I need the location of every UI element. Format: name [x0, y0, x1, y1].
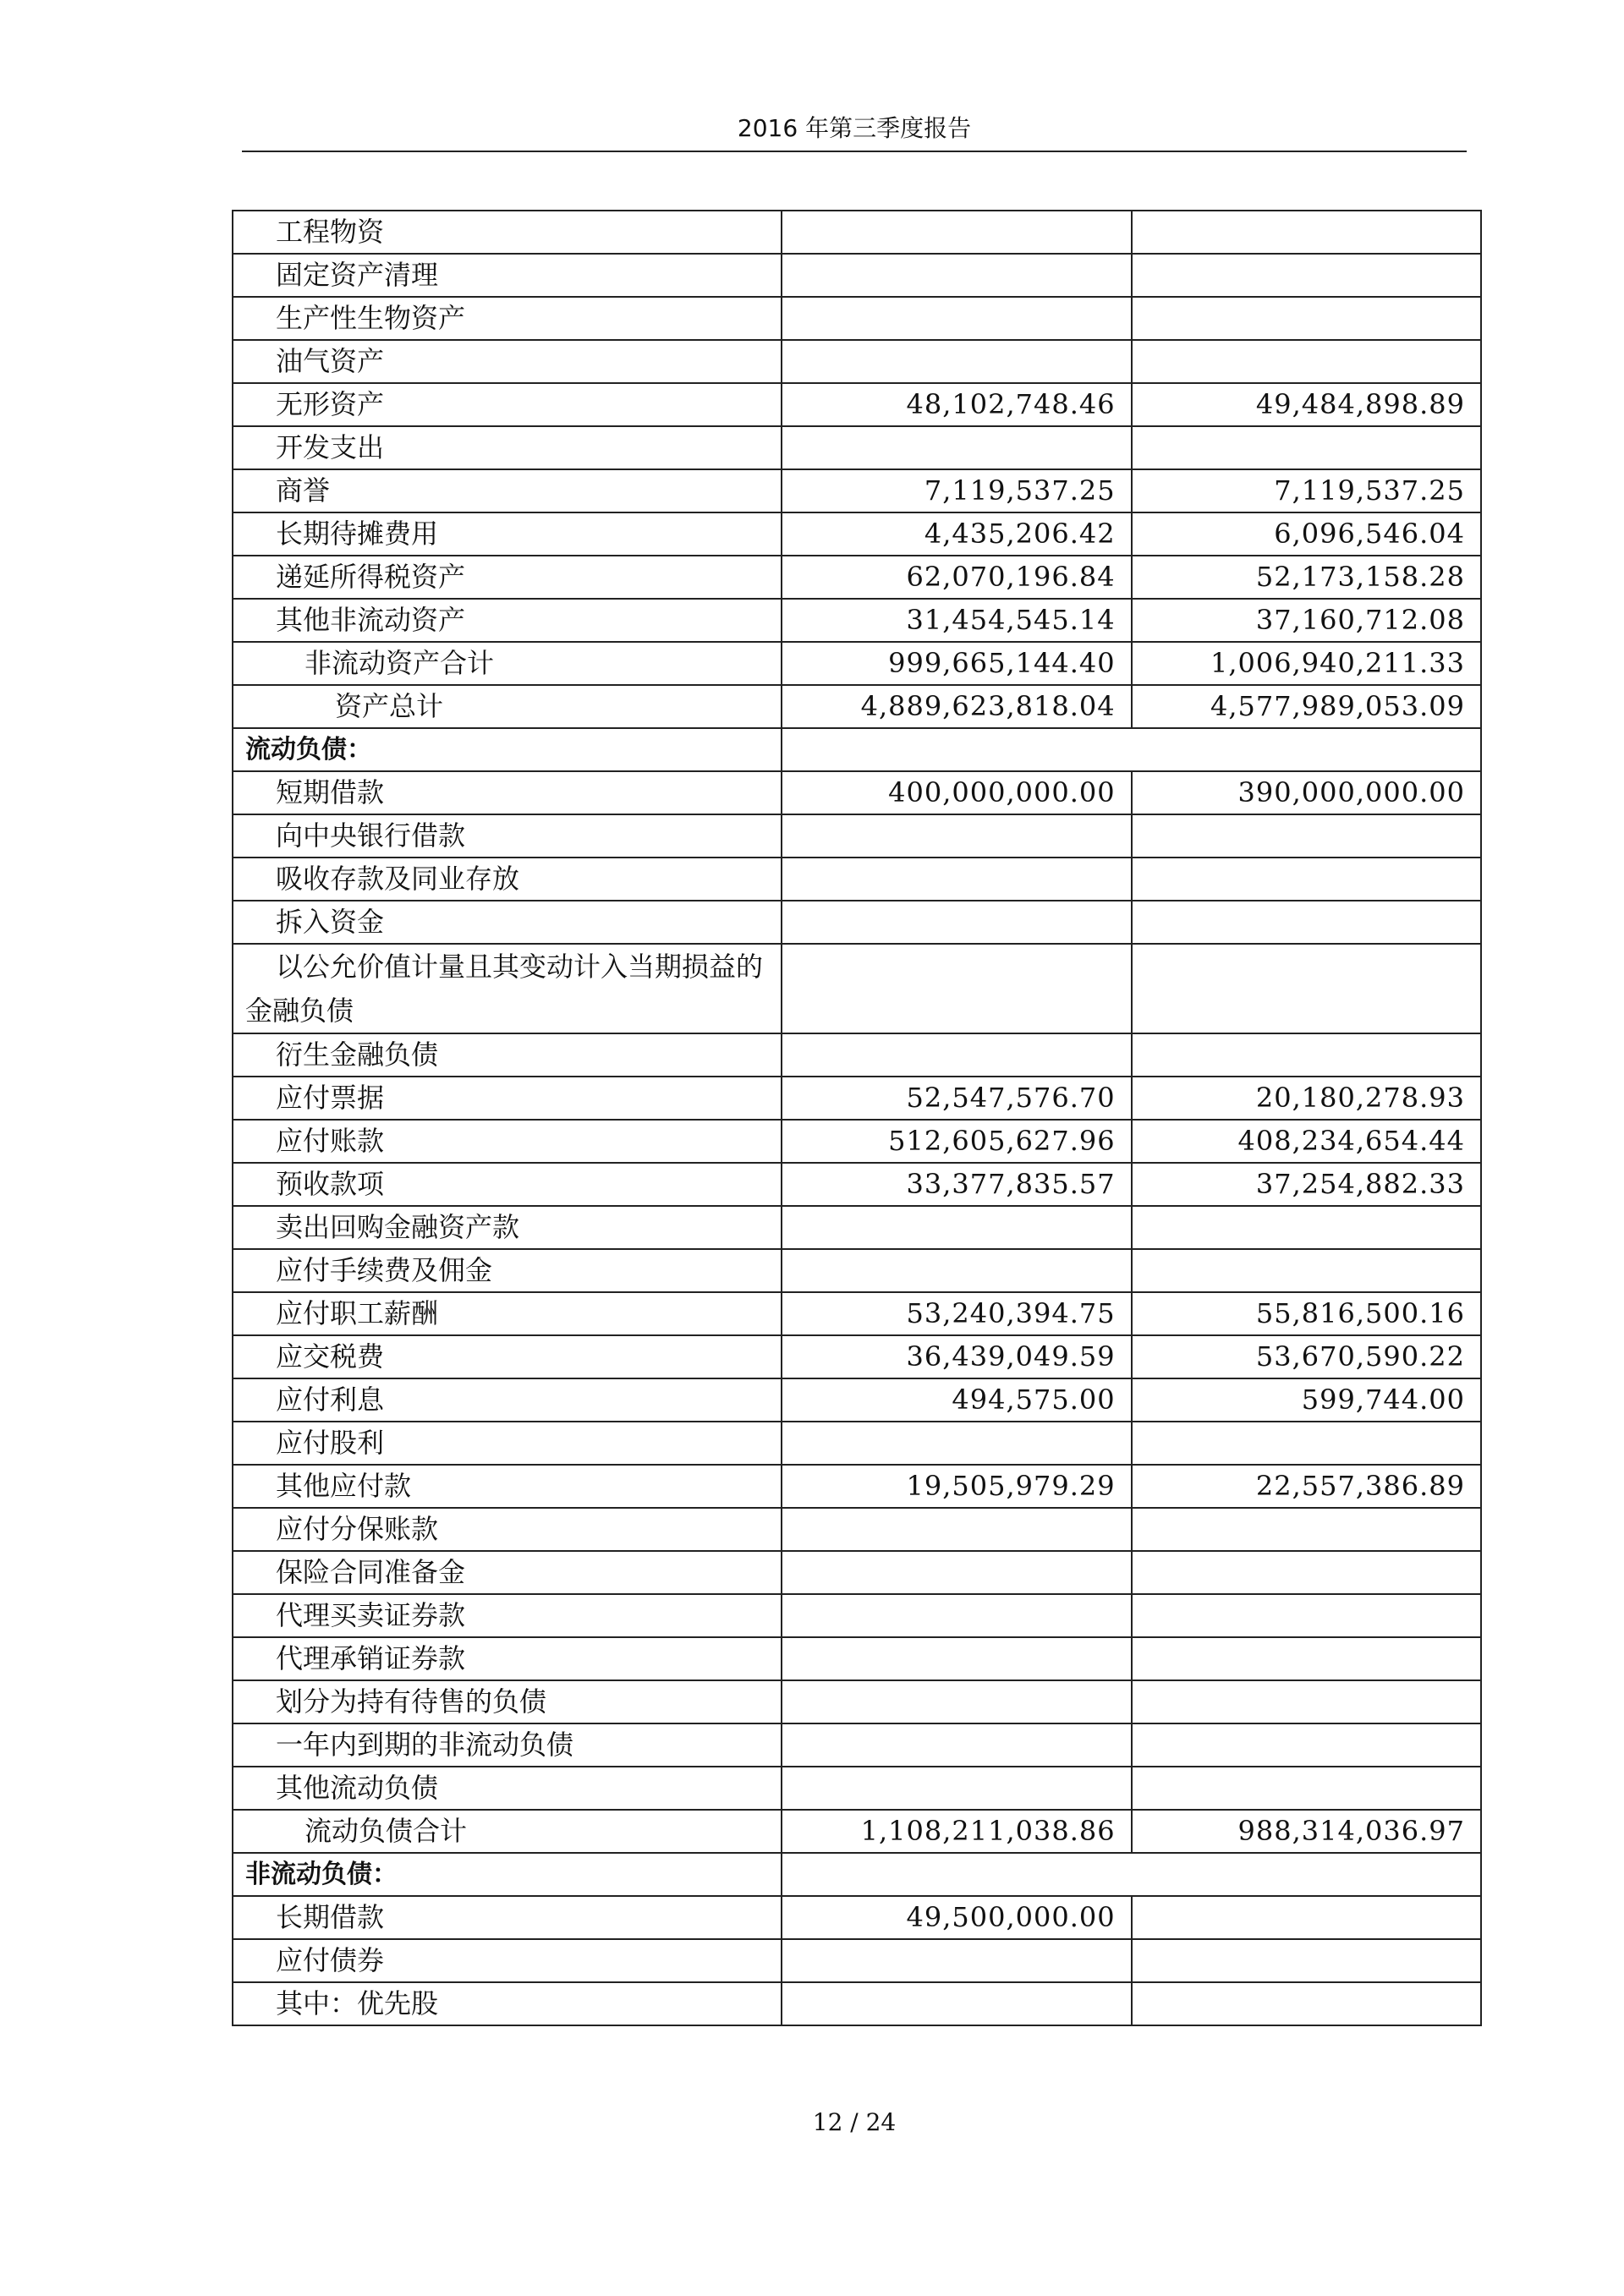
table-row: [233, 1853, 1481, 1896]
table-row: [233, 1120, 1481, 1163]
table-row: [233, 858, 1481, 901]
row-label: 以公允价值计量且其变动计入当期损益的金融负债: [233, 944, 782, 1033]
period-end-value: 52,547,576.70: [782, 1077, 1131, 1120]
row-label: 衍生金融负债: [233, 1033, 782, 1077]
period-end-value: 4,889,623,818.04: [782, 685, 1131, 728]
period-end-value: 19,505,979.29: [782, 1465, 1131, 1508]
row-label: 工程物资: [233, 211, 782, 254]
year-start-value: 49,484,898.89: [1132, 383, 1481, 426]
table-row: [233, 1422, 1481, 1465]
row-label: 卖出回购金融资产款: [233, 1206, 782, 1249]
period-end-value: [782, 814, 1131, 858]
table-row: [233, 1163, 1481, 1206]
period-end-value: [782, 944, 1131, 1033]
period-end-value: [782, 340, 1131, 383]
balance-sheet-body: [233, 211, 1481, 2025]
table-row: [233, 1637, 1481, 1680]
period-end-value: 999,665,144.40: [782, 642, 1131, 685]
period-end-value: [782, 1206, 1131, 1249]
year-start-value: 37,160,712.08: [1132, 599, 1481, 642]
year-start-value: 7,119,537.25: [1132, 469, 1481, 512]
year-start-value: [1132, 901, 1481, 944]
year-start-value: 988,314,036.97: [1132, 1810, 1481, 1853]
table-row: [233, 556, 1481, 599]
year-start-value: [1132, 211, 1481, 254]
row-label: 其他应付款: [233, 1465, 782, 1508]
table-row: [233, 1767, 1481, 1810]
year-start-value: [1132, 814, 1481, 858]
section-empty-cell: [782, 728, 1481, 771]
year-start-value: 53,670,590.22: [1132, 1335, 1481, 1378]
row-label: 其中：优先股: [233, 1982, 782, 2025]
page-number: 12 / 24: [812, 2108, 897, 2136]
year-start-value: [1132, 1508, 1481, 1551]
row-label: 其他非流动资产: [233, 599, 782, 642]
row-label: 长期待摊费用: [233, 512, 782, 556]
year-start-value: [1132, 1594, 1481, 1637]
table-row: [233, 469, 1481, 512]
row-label: 资产总计: [233, 685, 782, 728]
year-start-value: [1132, 1551, 1481, 1594]
year-start-value: [1132, 1033, 1481, 1077]
row-label: 应付票据: [233, 1077, 782, 1120]
period-end-value: 49,500,000.00: [782, 1896, 1131, 1939]
row-label: 代理承销证券款: [233, 1637, 782, 1680]
row-label: 应付股利: [233, 1422, 782, 1465]
period-end-value: [782, 1637, 1131, 1680]
year-start-value: 4,577,989,053.09: [1132, 685, 1481, 728]
period-end-value: [782, 297, 1131, 340]
row-label: 拆入资金: [233, 901, 782, 944]
table-row: [233, 211, 1481, 254]
row-label: 应交税费: [233, 1335, 782, 1378]
table-row: [233, 944, 1481, 1033]
year-start-value: [1132, 1422, 1481, 1465]
period-end-value: 494,575.00: [782, 1378, 1131, 1422]
table-row: [233, 1508, 1481, 1551]
year-start-value: [1132, 254, 1481, 297]
year-start-value: [1132, 297, 1481, 340]
period-end-value: 4,435,206.42: [782, 512, 1131, 556]
table-row: [233, 1077, 1481, 1120]
period-end-value: [782, 1723, 1131, 1767]
period-end-value: [782, 1594, 1131, 1637]
year-start-value: [1132, 944, 1481, 1033]
row-label: 油气资产: [233, 340, 782, 383]
row-label: 应付手续费及佣金: [233, 1249, 782, 1292]
table-row: [233, 599, 1481, 642]
year-start-value: [1132, 1896, 1481, 1939]
table-row: [233, 685, 1481, 728]
row-label: 保险合同准备金: [233, 1551, 782, 1594]
table-row: [233, 1206, 1481, 1249]
year-start-value: 37,254,882.33: [1132, 1163, 1481, 1206]
table-row: [233, 1939, 1481, 1982]
period-end-value: [782, 1939, 1131, 1982]
year-start-value: 6,096,546.04: [1132, 512, 1481, 556]
year-start-value: [1132, 426, 1481, 469]
period-end-value: [782, 211, 1131, 254]
row-label: 代理买卖证券款: [233, 1594, 782, 1637]
table-row: [233, 1810, 1481, 1853]
row-label: 应付利息: [233, 1378, 782, 1422]
period-end-value: [782, 1982, 1131, 2025]
row-label: 吸收存款及同业存放: [233, 858, 782, 901]
table-row: [233, 254, 1481, 297]
year-start-value: 408,234,654.44: [1132, 1120, 1481, 1163]
table-row: [233, 728, 1481, 771]
period-end-value: [782, 1551, 1131, 1594]
year-start-value: [1132, 1680, 1481, 1723]
period-end-value: 53,240,394.75: [782, 1292, 1131, 1335]
table-row: [233, 340, 1481, 383]
period-end-value: [782, 1033, 1131, 1077]
period-end-value: [782, 426, 1131, 469]
period-end-value: 31,454,545.14: [782, 599, 1131, 642]
year-start-value: [1132, 1723, 1481, 1767]
row-label: 应付职工薪酬: [233, 1292, 782, 1335]
row-label: 商誉: [233, 469, 782, 512]
year-start-value: [1132, 340, 1481, 383]
table-row: [233, 1335, 1481, 1378]
period-end-value: 36,439,049.59: [782, 1335, 1131, 1378]
year-start-value: 20,180,278.93: [1132, 1077, 1481, 1120]
period-end-value: [782, 858, 1131, 901]
period-end-value: [782, 1680, 1131, 1723]
row-label: 向中央银行借款: [233, 814, 782, 858]
row-label: 长期借款: [233, 1896, 782, 1939]
table-row: [233, 1378, 1481, 1422]
period-end-value: 1,108,211,038.86: [782, 1810, 1131, 1853]
year-start-value: 599,744.00: [1132, 1378, 1481, 1422]
period-end-value: [782, 1508, 1131, 1551]
table-row: [233, 1723, 1481, 1767]
period-end-value: [782, 254, 1131, 297]
row-label: 固定资产清理: [233, 254, 782, 297]
row-label: 划分为持有待售的负债: [233, 1680, 782, 1723]
row-label: 应付分保账款: [233, 1508, 782, 1551]
row-label: 生产性生物资产: [233, 297, 782, 340]
section-empty-cell: [782, 1853, 1481, 1896]
year-start-value: [1132, 1767, 1481, 1810]
table-row: [233, 1680, 1481, 1723]
period-end-value: 400,000,000.00: [782, 771, 1131, 814]
row-label: 应付债券: [233, 1939, 782, 1982]
year-start-value: 55,816,500.16: [1132, 1292, 1481, 1335]
period-end-value: [782, 901, 1131, 944]
table-row: [233, 1551, 1481, 1594]
row-label: 流动负债合计: [233, 1810, 782, 1853]
table-row: [233, 1465, 1481, 1508]
page-header-title: 2016 年第三季度报告: [737, 114, 972, 142]
row-label: 短期借款: [233, 771, 782, 814]
year-start-value: [1132, 1206, 1481, 1249]
table-row: [233, 1982, 1481, 2025]
header-divider: [242, 151, 1467, 152]
row-label: 其他流动负债: [233, 1767, 782, 1810]
table-row: [233, 1033, 1481, 1077]
section-heading: 流动负债：: [233, 728, 782, 771]
row-label: 无形资产: [233, 383, 782, 426]
period-end-value: [782, 1422, 1131, 1465]
table-row: [233, 642, 1481, 685]
year-start-value: [1132, 1982, 1481, 2025]
row-label: 递延所得税资产: [233, 556, 782, 599]
period-end-value: 33,377,835.57: [782, 1163, 1131, 1206]
table-row: [233, 814, 1481, 858]
table-row: [233, 426, 1481, 469]
table-row: [233, 1249, 1481, 1292]
period-end-value: [782, 1249, 1131, 1292]
table-row: [233, 297, 1481, 340]
row-label: 一年内到期的非流动负债: [233, 1723, 782, 1767]
year-start-value: [1132, 1939, 1481, 1982]
year-start-value: 52,173,158.28: [1132, 556, 1481, 599]
row-label: 开发支出: [233, 426, 782, 469]
table-row: [233, 383, 1481, 426]
year-start-value: 390,000,000.00: [1132, 771, 1481, 814]
table-row: [233, 1292, 1481, 1335]
row-label: 非流动资产合计: [233, 642, 782, 685]
section-heading: 非流动负债：: [233, 1853, 782, 1896]
table-row: [233, 771, 1481, 814]
row-label: 应付账款: [233, 1120, 782, 1163]
year-start-value: [1132, 1637, 1481, 1680]
period-end-value: 512,605,627.96: [782, 1120, 1131, 1163]
year-start-value: [1132, 858, 1481, 901]
year-start-value: 22,557,386.89: [1132, 1465, 1481, 1508]
period-end-value: [782, 1767, 1131, 1810]
table-row: [233, 901, 1481, 944]
table-row: [233, 1594, 1481, 1637]
year-start-value: [1132, 1249, 1481, 1292]
balance-sheet-table: [232, 210, 1482, 2026]
period-end-value: 62,070,196.84: [782, 556, 1131, 599]
table-row: [233, 512, 1481, 556]
period-end-value: 48,102,748.46: [782, 383, 1131, 426]
row-label: 预收款项: [233, 1163, 782, 1206]
period-end-value: 7,119,537.25: [782, 469, 1131, 512]
year-start-value: 1,006,940,211.33: [1132, 642, 1481, 685]
table-row: [233, 1896, 1481, 1939]
